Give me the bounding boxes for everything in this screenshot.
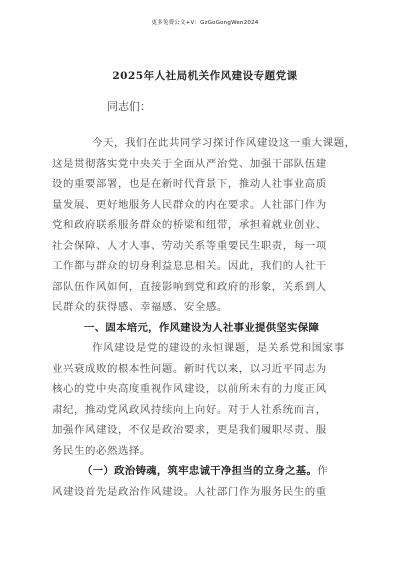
subsection-heading-line [52,461,362,482]
paragraph-line: 风建设首先是政治作风建设。人社部门作为服务民生的重 [52,485,327,498]
paragraph-line: 工作都与群众的切身利益息息相关。因此，我们的人社干 [52,260,327,272]
paragraph-line: 设的重要部署，也是在新时代背景下，推动人社事业高质 [52,178,327,190]
paragraph-line: 党和政府联系服务群众的桥梁和纽带，承担着就业创业、 [52,219,327,231]
salutation: 同志们： [107,100,151,113]
paragraph-line: 加强作风建设，不仅是政治要求，更是我们履职尽责、服 [52,424,327,436]
paragraph-line: 核心的党中央高度重视作风建设，以前所未有的力度正风 [52,383,327,395]
paragraph-line: 务民生的必然选择。 [52,444,151,457]
paragraph-line: 部队伍作风如何，直接影响到党和政府的形象，关系到人 [52,280,327,293]
paragraph-line: 作风建设是党的建设的永恒课题，是关系党和国家事 [92,342,345,354]
subsection-heading-tail: 作 [317,465,328,477]
paragraph-line: 量发展、更好地服务人民群众的内在要求。人社部门作为 [52,198,327,211]
paragraph-line: 社会保障、人才人事、劳动关系等重要民生职责，每一项 [52,239,327,252]
paragraph-line: 今天，我们在此共同学习探讨作风建设这一重大课题， [92,137,356,149]
paragraph-line: 业兴衰成败的根本性问题。新时代以来，以习近平同志为 [52,362,327,375]
document-body [52,133,362,502]
paragraph-line: 这是贯彻落实党中央关于全面从严治党、加强干部队伍建 [52,157,327,170]
header-note: 更多免费公文+V：GzGoGongWen2024 [151,20,259,26]
section-heading: 一、固本培元，作风建设为人社事业提供坚实保障 [84,321,320,334]
paragraph-line: 民群众的获得感、幸福感、安全感。 [52,301,228,313]
subsection-heading: （一）政治铸魂，筑牢忠诚干净担当的立身之基。 [82,465,318,477]
paragraph-line: 肃纪，推动党风政风持续向上向好。对于人社系统而言， [52,403,327,416]
document-title: 2025年人社局机关作风建设专题党课 [112,70,298,82]
